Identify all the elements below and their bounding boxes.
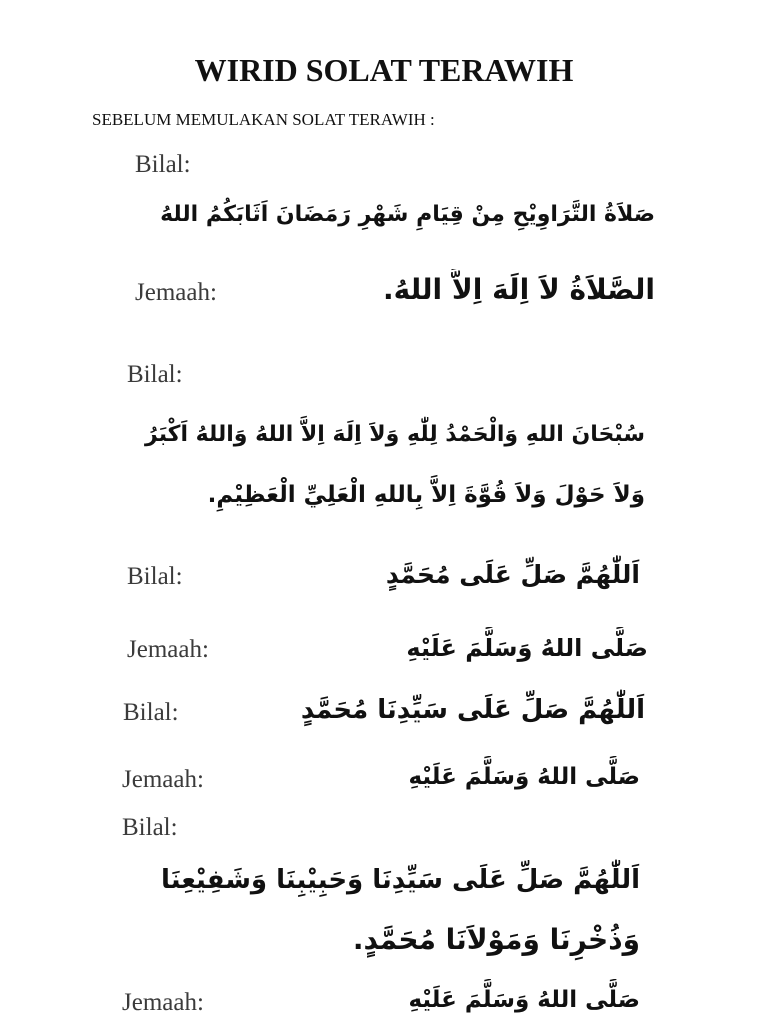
- arabic-line: صَلَّى اللهُ وَسَلَّمَ عَلَيْهِ: [408, 987, 640, 1013]
- speaker-label-jemaah: Jemaah:: [127, 636, 209, 663]
- arabic-line: صَلَّى اللهُ وَسَلَّمَ عَلَيْهِ: [408, 764, 640, 790]
- speaker-label-jemaah: Jemaah:: [135, 279, 217, 306]
- speaker-label-jemaah: Jemaah:: [122, 766, 204, 793]
- arabic-line: الصَّلاَةُ لاَ اِلَهَ اِلاَّ اللهُ.: [382, 273, 655, 306]
- arabic-line: اَللّٰهُمَّ صَلِّ عَلَى سَيِّدِنَا مُحَمَّدٍ: [300, 695, 645, 725]
- arabic-line: صَلَّى اللهُ وَسَلَّمَ عَلَيْهِ: [406, 634, 648, 662]
- arabic-line: اَللّٰهُمَّ صَلِّ عَلَى مُحَمَّدٍ: [385, 560, 640, 589]
- arabic-line: وَذُخْرِنَا وَمَوْلاَنَا مُحَمَّدٍ.: [352, 923, 640, 956]
- speaker-label-jemaah: Jemaah:: [122, 989, 204, 1016]
- speaker-label-bilal: Bilal:: [127, 563, 183, 590]
- speaker-label-bilal: Bilal:: [127, 361, 183, 388]
- arabic-line: سُبْحَانَ اللهِ وَالْحَمْدُ لِلّٰهِ وَلاَ اِلَهَ اِلاَّ اللهُ وَاللهُ اَكْبَرُ: [145, 422, 645, 447]
- speaker-label-bilal: Bilal:: [122, 814, 178, 841]
- arabic-line: صَلاَةُ التَّرَاوِيْحِ مِنْ قِيَامِ شَهْرِ رَمَضَانَ اَثَابَكُمُ اللهُ: [160, 202, 655, 227]
- arabic-line: اَللّٰهُمَّ صَلِّ عَلَى سَيِّدِنَا وَحَبِيْبِنَا وَشَفِيْعِنَا: [160, 865, 640, 895]
- arabic-line: وَلاَ حَوْلَ وَلاَ قُوَّةَ اِلاَّ بِاللهِ الْعَلِيِّ الْعَظِيْمِ.: [207, 482, 645, 508]
- page-subtitle: SEBELUM MEMULAKAN SOLAT TERAWIH :: [92, 110, 435, 129]
- speaker-label-bilal: Bilal:: [135, 151, 191, 178]
- speaker-label-bilal: Bilal:: [123, 699, 179, 726]
- page-title: WIRID SOLAT TERAWIH: [194, 52, 574, 88]
